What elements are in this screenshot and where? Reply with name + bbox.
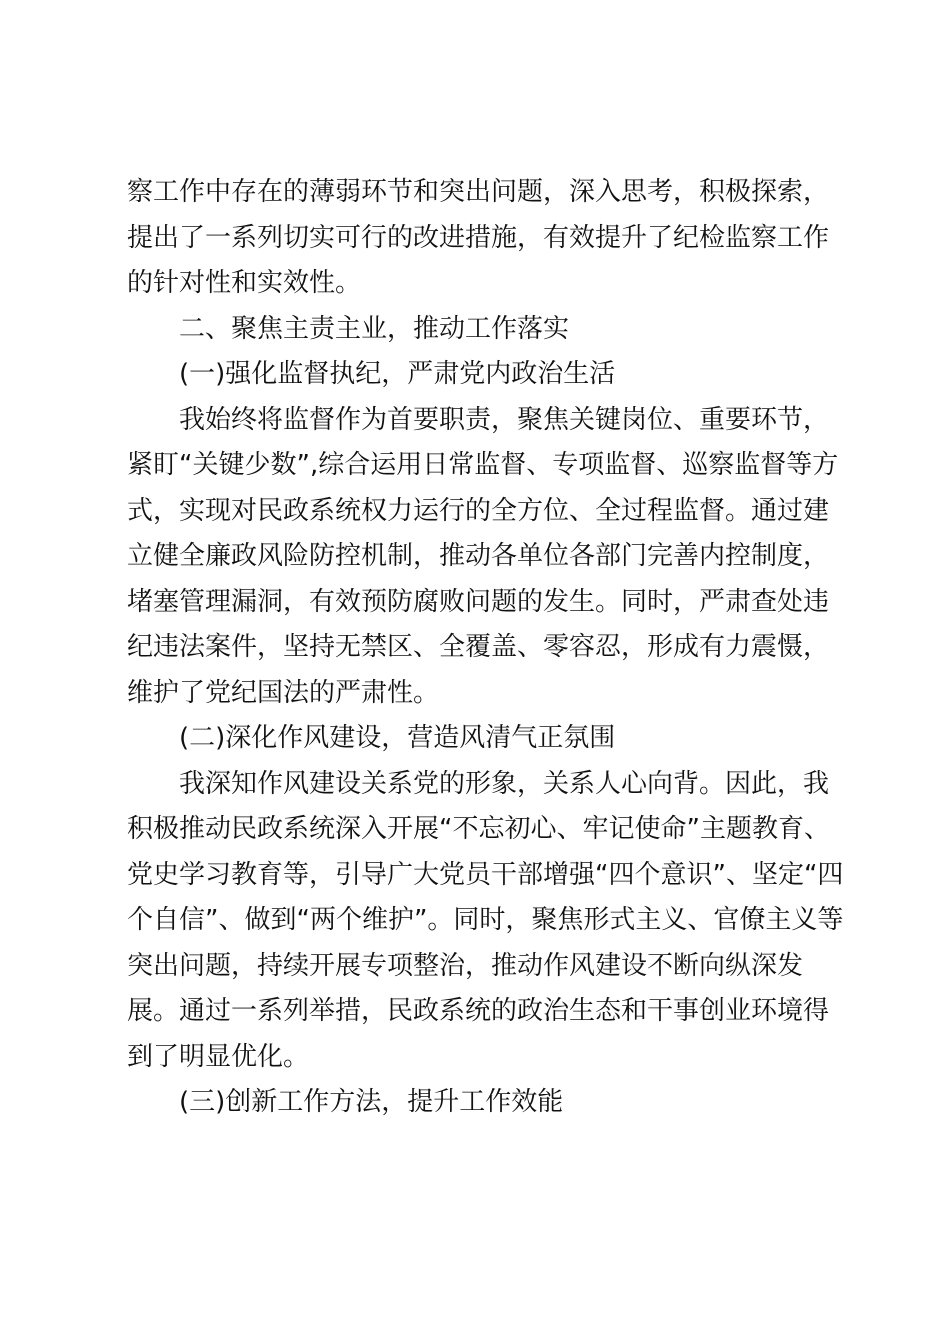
body-line: 党史学习教育等，引导广大党员干部增强“四个意识”、坚定“四 [127, 859, 844, 890]
subsection-heading: (一)强化监督执纪，严肃党内政治生活 [179, 359, 616, 389]
body-line: 个自信”、做到“两个维护”。同时，聚焦形式主义、官僚主义等 [127, 905, 844, 935]
body-line: 堵塞管理漏洞，有效预防腐败问题的发生。同时，严肃查处违 [127, 586, 830, 617]
paragraph-start-line: 我深知作风建设关系党的形象，关系人心向背。因此，我 [179, 768, 830, 799]
body-line: 突出问题，持续开展专项整治，推动作风建设不断向纵深发 [127, 950, 804, 981]
body-line: 到了明显优化。 [127, 1041, 310, 1072]
subsection-heading: (二)深化作风建设，营造风清气正氛围 [179, 723, 616, 753]
body-line: 积极推动民政系统深入开展“不忘初心、牢记使命”主题教育、 [127, 814, 830, 844]
body-line: 立健全廉政风险防控机制，推动各单位各部门完善内控制度， [127, 541, 830, 571]
body-line: 维护了党纪国法的严肃性。 [127, 677, 440, 708]
document-body [127, 170, 844, 1126]
subsection-heading: (三)创新工作方法，提升工作效能 [179, 1087, 564, 1117]
body-line: 展。通过一系列举措，民政系统的政治生态和干事创业环境得 [127, 996, 830, 1026]
body-line: 紧盯“关键少数”,综合运用日常监督、专项监督、巡察监督等方 [127, 450, 839, 480]
body-line: 纪违法案件，坚持无禁区、全覆盖、零容忍，形成有力震慑， [127, 632, 830, 662]
body-line: 式，实现对民政系统权力运行的全方位、全过程监督。通过建 [127, 495, 830, 526]
body-line: 提出了一系列切实可行的改进措施，有效提升了纪检监察工作 [127, 222, 830, 253]
section-heading: 二、聚焦主责主业，推动工作落实 [179, 313, 570, 344]
body-line: 的针对性和实效性。 [127, 268, 362, 298]
body-line: 察工作中存在的薄弱环节和突出问题，深入思考，积极探索， [127, 177, 830, 207]
paragraph-start-line: 我始终将监督作为首要职责，聚焦关键岗位、重要环节， [179, 404, 830, 435]
